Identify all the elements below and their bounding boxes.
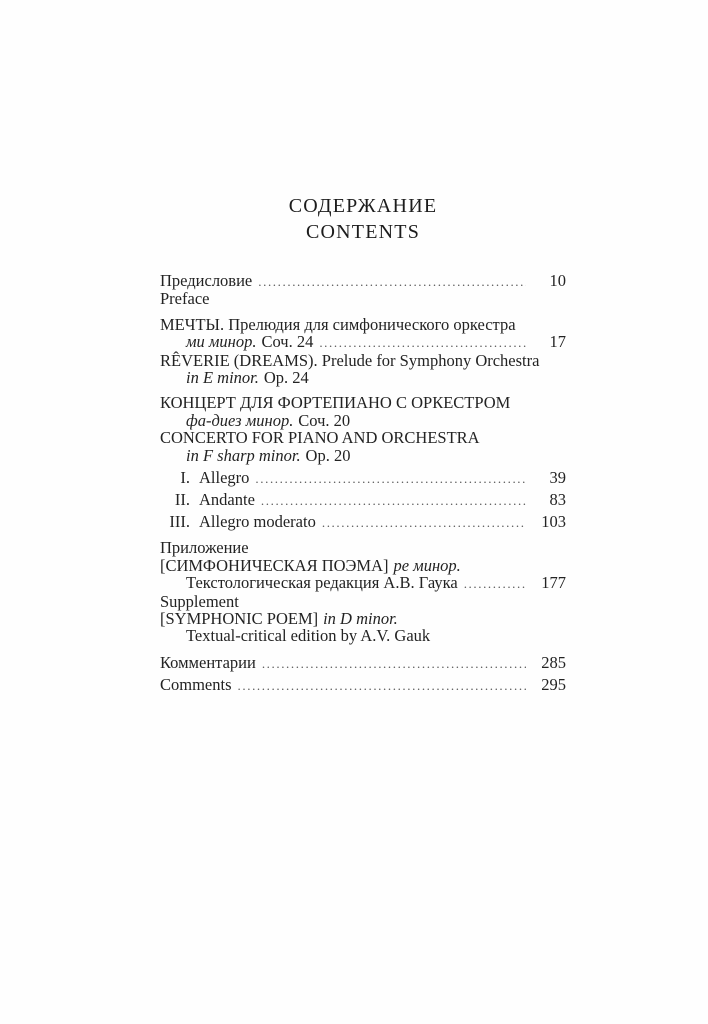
opus-ru: Соч. 24 (261, 332, 314, 352)
entry-subtitle-ru (160, 557, 566, 574)
entry-subtitle-en (160, 610, 566, 627)
movement-numeral: II. (174, 489, 190, 509)
entry-title-en: Preface (160, 289, 210, 309)
movement-title: Allegro (199, 468, 250, 488)
work-title-ru: [СИМФОНИЧЕСКАЯ ПОЭМА] (160, 555, 389, 575)
entry-title-en: Comments (160, 674, 232, 694)
page-title (160, 193, 566, 245)
key-signature-en: in D minor. (323, 608, 398, 628)
movement-row (160, 513, 566, 531)
entry-subtitle-en (160, 369, 566, 386)
entry-title-ru: КОНЦЕРТ ДЛЯ ФОРТЕПИАНО С ОРКЕСТРОМ (160, 393, 511, 413)
movement-row (160, 491, 566, 509)
toc-line (160, 272, 566, 290)
dot-leader (238, 676, 526, 694)
entry-title-ru: Приложение (160, 538, 249, 558)
table-of-contents (160, 193, 566, 694)
key-signature-ru: ми минор. (186, 332, 257, 352)
page-number: 295 (541, 674, 566, 694)
title-english: CONTENTS (305, 221, 421, 243)
entry-subtitle-en (160, 447, 566, 464)
page-number: 83 (549, 489, 566, 509)
page-number: 17 (549, 332, 566, 352)
dot-leader (255, 469, 526, 487)
page-number: 39 (549, 468, 566, 488)
entry-subtitle-ru (186, 333, 313, 350)
movement-title: Allegro moderato (199, 511, 316, 531)
key-signature-ru: ре минор. (393, 555, 461, 575)
toc-line (160, 333, 566, 351)
dot-leader (261, 491, 526, 509)
title-russian: СОДЕРЖАНИЕ (288, 195, 438, 217)
page-number: 177 (541, 573, 566, 593)
entry-title-en: RÊVERIE (DREAMS). Prelude for Symphony Orchestra (160, 350, 540, 370)
entry-title-ru: Предисловие (160, 271, 253, 290)
work-title-en: [SYMPHONIC POEM] (160, 608, 319, 628)
entry-title-ru: МЕЧТЫ. Прелюдия для симфонического оркестра (160, 314, 516, 334)
toc-entry-reverie (160, 316, 566, 387)
opus-ru: Соч. 20 (298, 410, 351, 430)
entry-title-en: Supplement (160, 591, 239, 611)
page-number: 10 (549, 271, 566, 290)
page-number: 285 (541, 652, 566, 672)
dot-leader (262, 654, 526, 672)
entry-title-en: CONCERTO FOR PIANO AND ORCHESTRA (160, 428, 480, 448)
dot-leader (322, 513, 526, 531)
key-signature-en: in E minor. (186, 368, 259, 388)
entry-title-ru: Комментарии (160, 652, 256, 672)
opus-en: Op. 20 (305, 445, 351, 465)
entry-subtitle-ru (160, 412, 566, 429)
movement-numeral: I. (180, 468, 190, 488)
toc-entry-concerto (160, 394, 566, 531)
dot-leader (319, 333, 526, 351)
edition-note-en: Textual-critical edition by A.V. Gauk (186, 626, 431, 646)
page-number: 103 (541, 511, 566, 531)
toc-line (160, 676, 566, 694)
dot-leader (464, 574, 526, 592)
toc-entry-comments (160, 654, 566, 694)
movement-numeral: III. (169, 511, 190, 531)
movement-list (160, 469, 566, 531)
movement-row (160, 469, 566, 487)
dot-leader (258, 272, 526, 290)
toc-entry-preface (160, 272, 566, 308)
edition-note-ru: Текстологическая редакция А.В. Гаука (186, 573, 458, 593)
key-signature-en: in F sharp minor. (186, 445, 301, 465)
toc-line (160, 574, 566, 592)
movement-title: Andante (199, 489, 255, 509)
toc-line (160, 654, 566, 672)
key-signature-ru: фа-диез минор. (186, 410, 294, 430)
opus-en: Op. 24 (263, 368, 309, 388)
toc-entry-supplement (160, 539, 566, 644)
